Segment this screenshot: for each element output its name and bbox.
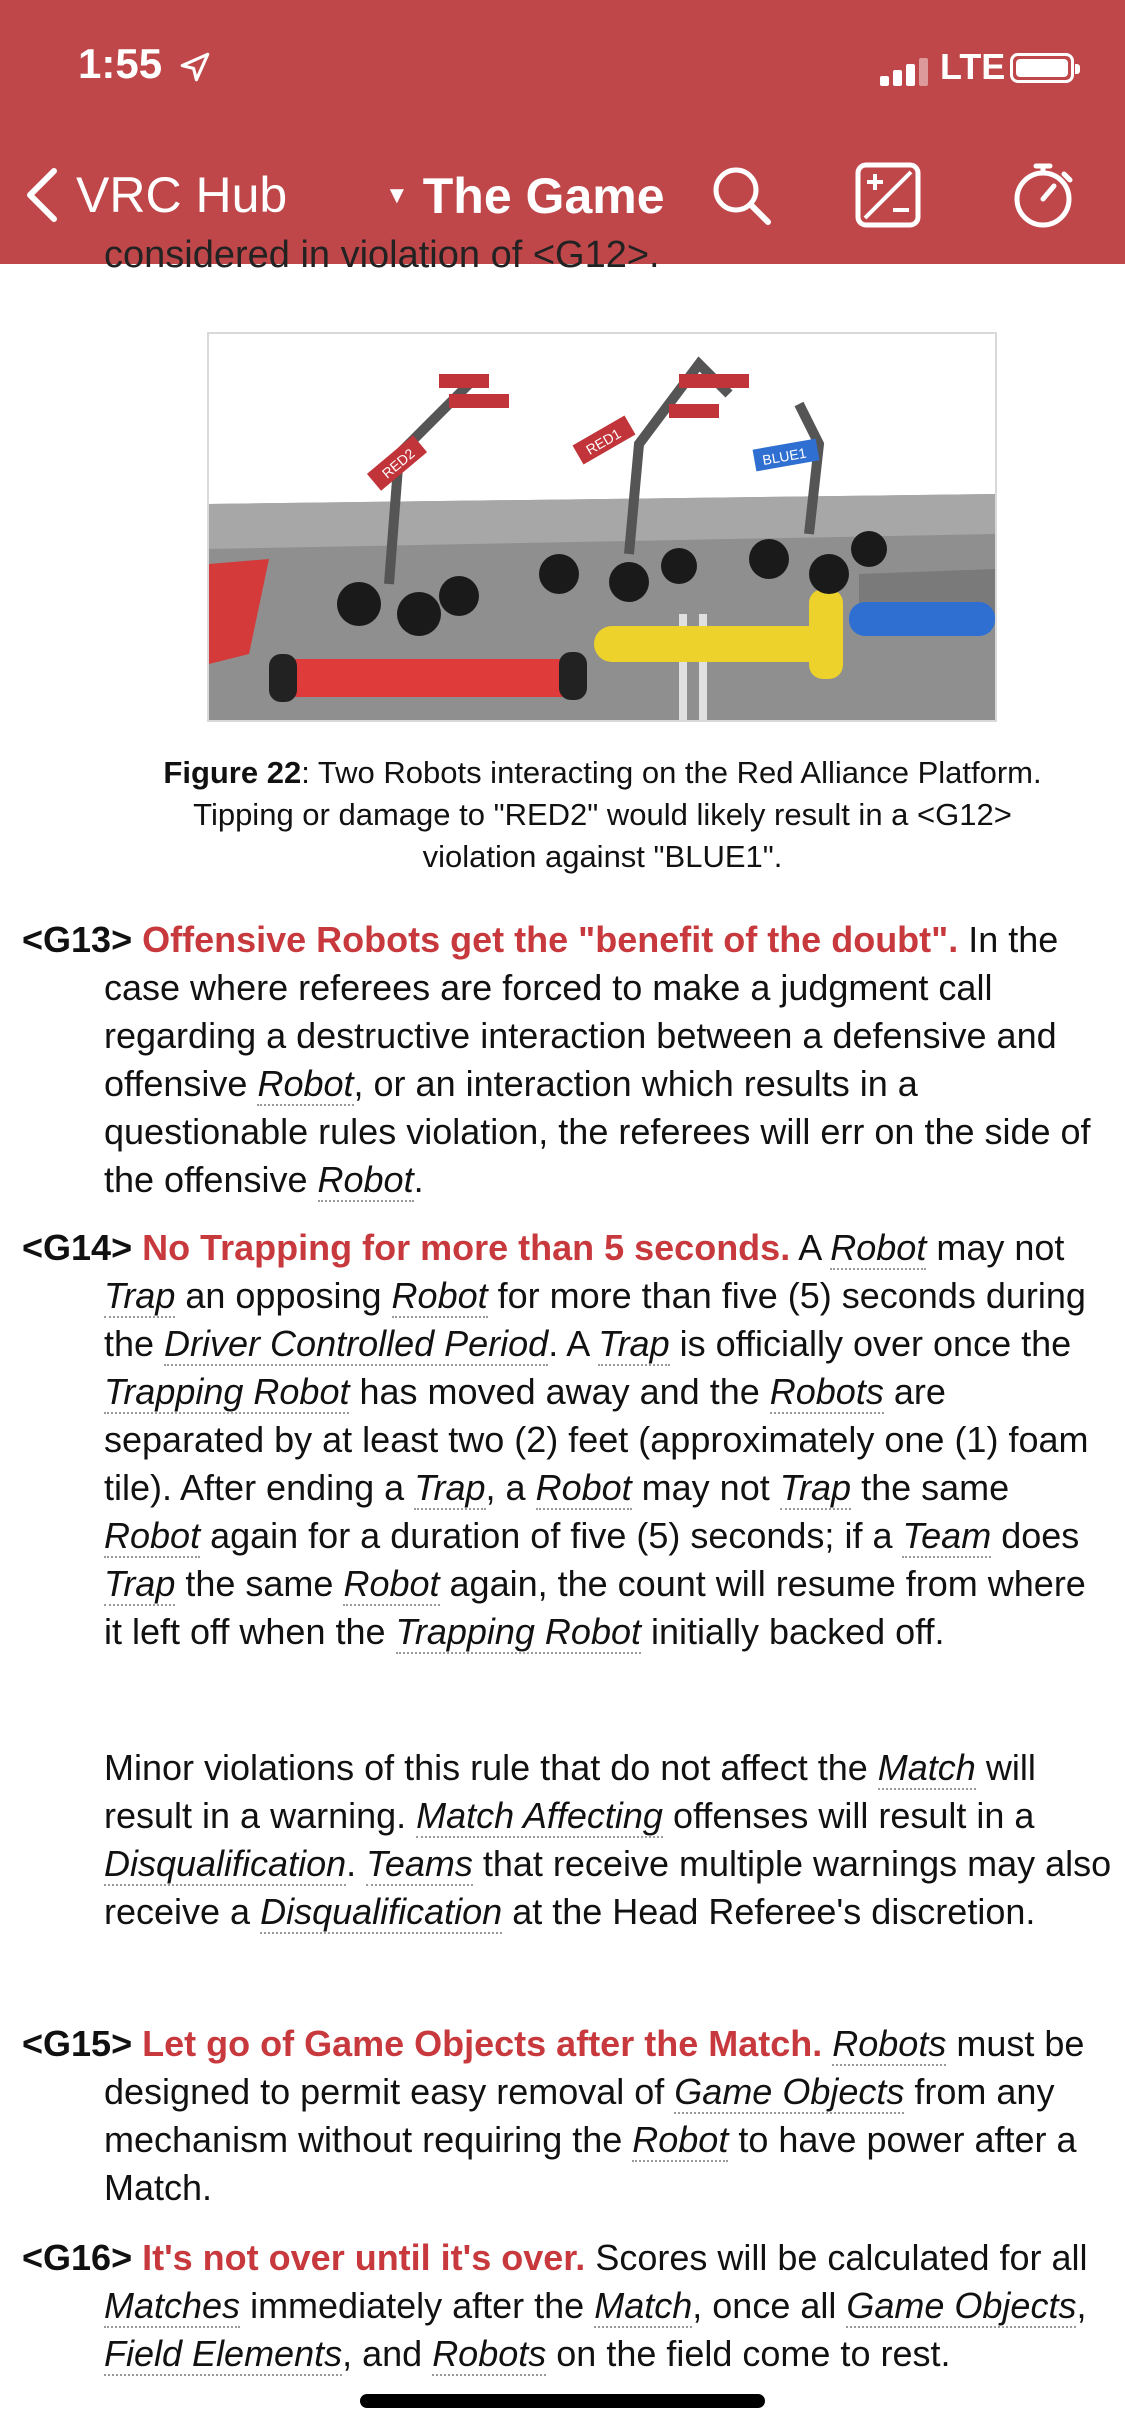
rule-text: . (346, 1843, 367, 1884)
defined-term[interactable]: Matches (104, 2285, 241, 2326)
rule-text: , once all (692, 2285, 847, 2326)
section-dropdown[interactable] (385, 166, 665, 226)
defined-term[interactable]: Match (877, 1747, 976, 1788)
rule-title: No Trapping for more than 5 seconds. (142, 1227, 791, 1268)
defined-term[interactable]: Robot (343, 1563, 440, 1604)
defined-term[interactable]: Team (902, 1515, 992, 1556)
rule-text: will result in a warning. (104, 1747, 1036, 1836)
rule-g14-note (104, 1744, 1114, 1936)
rule-text: are separated by at least two (2) feet (approximately one (1) foam tile). After ending a (104, 1371, 1089, 1508)
rule-body (22, 2020, 1112, 2212)
rule-id: <G13> (22, 919, 133, 960)
annotate-icon[interactable] (853, 160, 923, 230)
rule-text: , and (342, 2333, 433, 2374)
rule-body (22, 2234, 1112, 2378)
defined-term[interactable]: Match (594, 2285, 693, 2326)
defined-term[interactable]: Field Elements (104, 2333, 343, 2374)
rules-document (0, 234, 1125, 2436)
rule-id: <G16> (22, 2237, 133, 2278)
defined-term[interactable]: Game Objects (674, 2071, 905, 2112)
rule-text: again for a duration of five (5) seconds; if a (200, 1515, 903, 1556)
battery-icon (1010, 53, 1074, 83)
back-button[interactable] (22, 160, 287, 230)
rule-text: initially backed off. (641, 1611, 945, 1652)
defined-term[interactable]: Trap (104, 1275, 176, 1316)
robots-platform-illustration (209, 334, 995, 720)
rule-text: In the case where referees are forced to make a judgment call regarding a destructive interaction between a defensive and offensive (104, 919, 1059, 1104)
rule-text: on the field come to rest. (546, 2333, 951, 2374)
rule-text: Scores will be calculated for all (595, 2237, 1088, 2278)
location-arrow-icon (178, 50, 212, 84)
cellular-signal-icon (880, 58, 932, 86)
home-indicator[interactable] (360, 2394, 765, 2408)
stopwatch-icon[interactable] (1008, 160, 1078, 230)
defined-term[interactable]: Trap (779, 1467, 852, 1508)
rule-g14 (22, 1224, 1112, 1656)
rule-text: immediately after the (240, 2285, 595, 2326)
rule-g16 (22, 2234, 1112, 2378)
defined-term[interactable]: Robot (391, 1275, 488, 1316)
rule-id: <G15> (22, 2023, 133, 2064)
figure-label: Figure 22 (163, 755, 302, 790)
rule-text: may not (926, 1227, 1065, 1268)
defined-term[interactable]: Robots (832, 2023, 947, 2064)
network-type: LTE (940, 46, 1006, 87)
defined-term[interactable]: Robot (317, 1159, 414, 1200)
figure-image (207, 332, 997, 722)
search-icon[interactable] (706, 160, 776, 230)
defined-term[interactable]: Trap (104, 1563, 176, 1604)
rule-text: an opposing (175, 1275, 392, 1316)
rule-text: must be designed to permit easy removal of (104, 2023, 1085, 2112)
rule-text: does (991, 1515, 1080, 1556)
defined-term[interactable]: Teams (366, 1843, 473, 1884)
previous-rule-text: considered in violation of <G12>. (104, 234, 660, 276)
rule-text: the same (851, 1467, 1010, 1508)
rule-id: <G14> (22, 1227, 133, 1268)
defined-term[interactable]: Robot (830, 1227, 927, 1268)
defined-term[interactable]: Disqualification (104, 1843, 347, 1884)
defined-term[interactable]: Trap (414, 1467, 486, 1508)
rule-body (22, 1224, 1112, 1656)
rule-title: It's not over until it's over. (142, 2237, 586, 2278)
rule-text: from any mechanism without requiring the (104, 2071, 1055, 2160)
defined-term[interactable]: Robot (535, 1467, 632, 1508)
app-header (0, 0, 1125, 264)
rule-text: offenses will result in a (662, 1795, 1035, 1836)
back-label: VRC Hub (76, 167, 288, 223)
rule-g15 (22, 2020, 1112, 2212)
defined-term[interactable]: Robot (257, 1063, 354, 1104)
rule-text: at the Head Referee's discretion. (502, 1891, 1036, 1932)
chevron-left-icon (22, 165, 62, 225)
defined-term[interactable]: Trapping Robot (395, 1611, 641, 1652)
rule-title: Offensive Robots get the "benefit of the doubt". (142, 919, 959, 960)
defined-term[interactable]: Match Affecting (416, 1795, 663, 1836)
defined-term[interactable]: Robots (432, 2333, 547, 2374)
rule-text: Minor violations of this rule that do not affect the (104, 1747, 878, 1788)
robot-label-red1: RED1 (583, 425, 624, 458)
defined-term[interactable]: Robots (769, 1371, 884, 1412)
rule-text: the same (175, 1563, 344, 1604)
rule-text: , or an interaction which results in a questionable rules violation, the referees will err on the side of the offensive (104, 1063, 1091, 1200)
rule-text: . (413, 1159, 424, 1200)
rule-body (22, 916, 1112, 1204)
rule-text: is officially over once the (669, 1323, 1072, 1364)
rule-text: A (798, 1227, 831, 1268)
robot-label-red2: RED2 (378, 445, 418, 482)
robot-label-blue1: BLUE1 (761, 444, 808, 469)
rule-text: has moved away and the (349, 1371, 770, 1412)
rule-text: for more than five (5) seconds during the (104, 1275, 1086, 1364)
rule-text: , (1076, 2285, 1087, 2326)
status-time: 1:55 (78, 40, 163, 87)
defined-term[interactable]: Robot (104, 1515, 201, 1556)
defined-term[interactable]: Robot (632, 2119, 729, 2160)
caret-down-icon: ▼ (385, 182, 409, 209)
rule-text: may not (631, 1467, 780, 1508)
rule-text: , a (485, 1467, 536, 1508)
rule-text: . A (548, 1323, 599, 1364)
defined-term[interactable]: Trap (598, 1323, 670, 1364)
defined-term[interactable]: Trapping Robot (104, 1371, 350, 1412)
figure-caption-text: : Two Robots interacting on the Red Alliance Platform. Tipping or damage to "RED2" would likely result in a <G12> violation against "BLUE1". (193, 755, 1042, 874)
rule-text: that receive multiple warnings may also receive a (104, 1843, 1112, 1932)
rule-g13 (22, 916, 1112, 1204)
defined-term[interactable]: Driver Controlled Period (164, 1323, 549, 1364)
rule-text: to have power after a Match. (104, 2119, 1077, 2208)
figure-caption (140, 752, 1065, 878)
rule-title: Let go of Game Objects after the Match. (142, 2023, 823, 2064)
defined-term[interactable]: Game Objects (846, 2285, 1077, 2326)
rule-text: again, the count will resume from where it left off when the (104, 1563, 1086, 1652)
defined-term[interactable]: Disqualification (260, 1891, 503, 1932)
page-title: The Game (422, 168, 665, 224)
